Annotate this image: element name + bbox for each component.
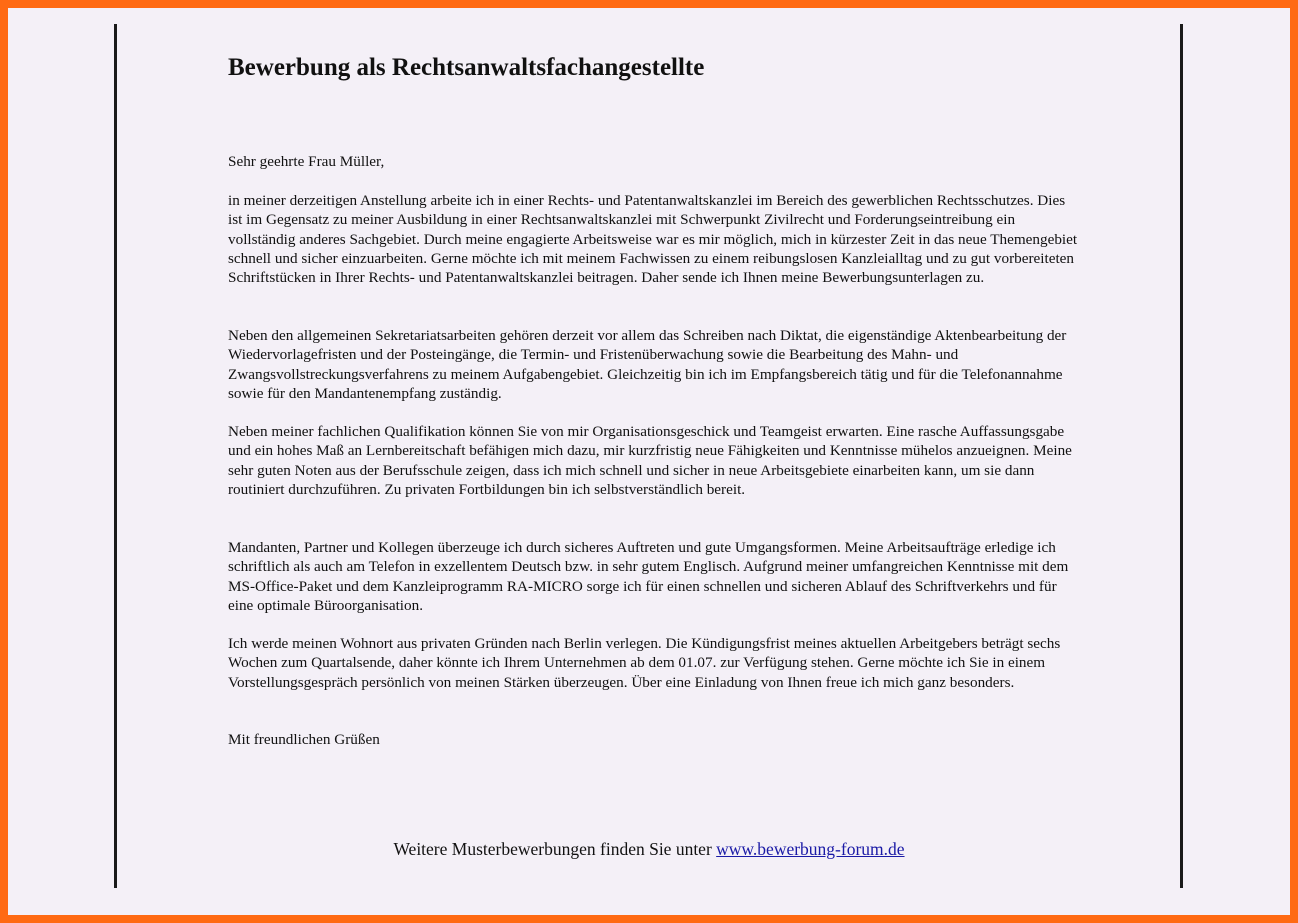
paragraph-soft-skills: Mandanten, Partner und Kollegen überzeuge ich durch sicheres Auftreten und gute Umgangsformen. Meine Arbeitsaufträge erledige ich schriftlich als auch am Telefon in exzellentem Deutsch bzw. in sehr gutem Englisch. Aufgrund meiner umfangreichen Kenntnisse mit dem MS-Office-Paket und dem Kanzleiprogramm RA-MICRO sorge ich für einen schnellen und sicheren Ablauf des Schriftverkehrs und für eine optimale Büroorganisation. [228, 539, 1069, 614]
footer [8, 839, 1290, 860]
paragraph-duties: Neben den allgemeinen Sekretariatsarbeiten gehören derzeit vor allem das Schreiben nach Diktat, die eigenständige Aktenbearbeitung der Wiedervorlagefristen und der Posteingänge, die Termin- und Fristenüberwachung sowie die Bearbeitung des Mahn- und Zwangsvollstreckungsverfahrens zu meinem Aufgabengebiet. Gleichzeitig bin ich im Empfangsbereich tätig und für die Telefonannahme sowie für den Mandantenempfang zuständig. [228, 327, 1067, 402]
paragraph-relocation: Ich werde meinen Wohnort aus privaten Gründen nach Berlin verlegen. Die Kündigungsfrist meines aktuellen Arbeitgebers beträgt sechs Wochen zum Quartalsende, daher könnte ich Ihrem Unternehmen ab dem 01.07. zur Verfügung stehen. Gerne möchte ich Sie in einem Vorstellungsgespräch persönlich von meinen Stärken überzeugen. Über eine Einladung von Ihnen freue ich mich ganz besonders. [228, 635, 1061, 691]
page [8, 8, 1290, 915]
footer-text: Weitere Musterbewerbungen finden Sie unter [393, 839, 712, 859]
footer-link[interactable]: www.bewerbung-forum.de [716, 839, 905, 859]
closing: Mit freundlichen Grüßen [228, 731, 380, 748]
paragraph-qualifications: Neben meiner fachlichen Qualifikation können Sie von mir Organisationsgeschick und Teamgeist erwarten. Eine rasche Auffassungsgabe und ein hohes Maß an Lernbereitschaft befähigen mich dazu, mir kurzfristig neue Fähigkeiten und Kenntnisse mühelos anzueignen. Meine sehr guten Noten aus der Berufsschule zeigen, dass ich mich schnell und sicher in neue Arbeitsgebiete einarbeiten kann, um sie dann routiniert durchzuführen. Zu privaten Fortbildungen bin ich selbstverständlich bereit. [228, 423, 1072, 498]
right-margin-line [1180, 24, 1183, 888]
paragraph-current-position: in meiner derzeitigen Anstellung arbeite ich in einer Rechts- und Patentanwaltskanzlei im Bereich des gewerblichen Rechtsschutzes. Dies ist im Gegensatz zu meiner Ausbildung in einer Rechtsanwaltskanzlei mit Schwerpunkt Zivilrecht und Forderungseintreibung ein vollständig anderes Sachgebiet. Durch meine engagierte Arbeitsweise war es mir möglich, mich in kürzester Zeit in das neue Themengebiet schnell und sicher einzuarbeiten. Gerne möchte ich mit meinem Fachwissen zu einem reibungslosen Kanzleialltag und zu gut vorbereiteten Schriftstücken in Ihrer Rechts- und Patentanwaltskanzlei beitragen. Daher sende ich Ihnen meine Bewerbungsunterlagen zu. [228, 192, 1078, 287]
salutation: Sehr geehrte Frau Müller, [228, 153, 385, 170]
left-margin-line [114, 24, 117, 888]
letter-title: Bewerbung als Rechtsanwaltsfachangestellte [228, 54, 705, 81]
